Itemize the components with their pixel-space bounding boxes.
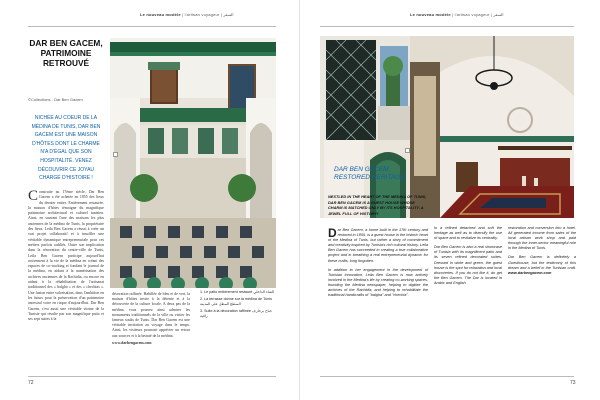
- caption-3: 3. Suite à la décoration raffinée جناح بزخارف راقية: [200, 309, 273, 318]
- right-top-rule: [320, 26, 574, 27]
- intro-fr: NICHÉE AU COEUR DE LA MÉDINA DE TUNIS, DAR BEN GACEM EST UNE MAISON D'HÔTES DONT LE CHARME N'A D'ÉGAL QUE SON HOSPITALITÉ. VENEZ DÉCOUVRIR CE JOYAU CHARGÉ D'HISTOIRE !: [31, 115, 101, 182]
- website-en[interactable]: www.darbengacem.com: [508, 270, 552, 275]
- page-number-right: 73: [570, 380, 576, 386]
- figure-marker-1: [113, 152, 118, 157]
- bedroom-photo: [410, 36, 574, 218]
- intro-en: NESTLED IN THE HEART OF THE MEDINA OF TUNIS, DAR BEN GACEM IS A GUEST HOUSE WHOSE CHARM IS MATCHED ONLY BY ITS HOSPITALITY. A JEWEL FULL OF HISTORY!: [328, 194, 427, 216]
- left-bottom-rule: [28, 376, 276, 377]
- right-bottom-rule: [320, 376, 574, 377]
- caption-1: 1. Le patio entièrement restauré الفناء الداخلي: [200, 290, 275, 294]
- page-number-left: 72: [28, 380, 34, 386]
- body-text-en-col3: restoration and conversion into a hotel. All generated income from sales of the local artisan work shop and paid through the inner-sector meaningful role in the Medina of Tunis. Dar Ben Gacem is definitely a Guesthouse, but the testimony of this dream and a belief in the Tunisian craft. www.darbengacem.com: [508, 226, 576, 275]
- body-text-fr-col1: Construite au 17ème siècle, Dar Ben Gacem a été achetée en 1855 des lieux du dernier entier. Entièrement restaurée, la maison d'hôtes témoigne du magnifique patrimoine architectural et culturel tunisien. Ainsi, en sauvant l'une des maisons les plus anciennes de la médina de Tunis, la propriétaire des lieux, Leila Ben Gacem a réussi à créer un vrai projet collaboratif et à insuffler une véritable dynamique entrepreneuriale pour ces métiers parfois oubliés. Outre son implication dans la rénovation du centre-ville de Tunis, Leila Ben Gacem participe aujourd'hui activement à la vie de la médina en créant des espaces de co-working et fondant le journal de la médina, en aidant à la numérisation des archives anciennes de la Rachidia, ou encore en aidant à la réhabilitation de l'artisanat traditionnel des « balgha » et des « chechias ». Une fusion entre valorisation, dans l'ambition en les futurs pour la préservation d'un patrimoine ancestral voire en risque d'aujourd'hui. Dar Ben Gacem, c'est aussi une véritable vitrine de la Tunisie qui résulte par son magnifique patio et ses sept suites à la: [28, 188, 104, 322]
- website-fr[interactable]: www.darbengacem.com: [112, 340, 152, 345]
- photo-credit: ©Collections - Dar Ben Gacem: [28, 97, 83, 102]
- body-text-en-col2: In a refined detached and soft the heritage as well as to diversify the use of space and to revitalize its centrality. Dar Ben Gacem is also a real showcase of Tunisia with its magnificent patio and its seven refined decorated suites. Dressed in white and green, the guest house is the spot for relaxation and local discoveries. If you do not like it, do get the Ben Gacem. The Dar is located in Arabic and English.: [434, 226, 502, 285]
- captions-block: [200, 290, 276, 321]
- body-text-fr-col2: décoration raffinée. Habillée de bleu et de vert, la maison d'hôtes invite à la détente et à la découverte de la culture locale. A deux pas de la médina, vous pourrez ainsi admirer les monuments traditionnels de la ville ou visiter les fameux souks de Tunis. Dar Ben Gacem est une véritable invitation au voyage dans le temps. Ainsi, les visiteurs pourront apprécier un retour aux sources et à la beauté de la médina. www.darbengacem.com: [112, 292, 190, 345]
- body-text-en-col1: Dar Ben Gacem, a home built in the 17th century and restored in 1855, is a guest house in the historic heart of the Medina of Tunis, but rather a story of commitment and creativity inspired by Tunisia's rich cultural history. Leila Ben Gacem has succeeded in creating a true collaborative project and in breathing a real entrepreneurial dynamic for these crafts, long forgotten. In addition to her engagement in the development of Tunisian innovation, Leila Ben Gacem is now actively involved in the Medina's life by creating co-working spaces, founding the Medina newspaper, helping to digitize the archives of the Rachidia, and helping to rehabilitate the traditional handicrafts of "balgha" and "chechia".: [328, 226, 429, 298]
- window-photo: [320, 36, 410, 140]
- article-title-en: DAR BEN GACEM, RESTORED HERITAGE: [334, 166, 405, 181]
- right-page: [300, 0, 600, 400]
- courtyard-photo: [110, 38, 276, 288]
- dropcap-fr: C: [28, 188, 39, 204]
- left-running-header: Le nouveau modèle | l'artisan voyageur | السفر: [140, 12, 234, 17]
- right-running-header: Le nouveau modèle | l'artisan voyageur | السفر: [410, 12, 504, 17]
- left-top-rule: [28, 26, 276, 27]
- article-title-fr: DAR BEN GACEM, PATRIMOINE RETROUVÉ: [29, 38, 103, 68]
- dropcap-en: D: [328, 226, 337, 240]
- caption-2: 2. La terrasse donne sur la médina de Tunis السطح المطل على المدينة: [200, 297, 272, 306]
